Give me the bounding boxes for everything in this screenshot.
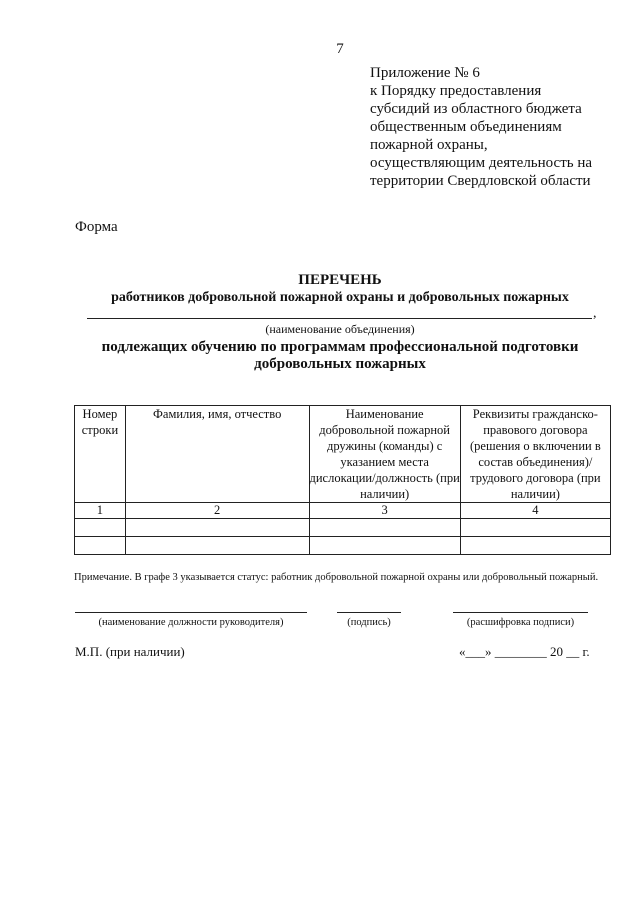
appendix-line: субсидий из областного бюджета: [370, 101, 582, 117]
stamp-place: М.П. (при наличии): [75, 644, 185, 659]
workers-table: [74, 405, 611, 555]
table-cell[interactable]: [460, 537, 610, 555]
appendix-line: осуществляющим деятельность на: [370, 155, 593, 171]
column-number-row: [75, 503, 611, 519]
signature-caption: (подпись): [347, 617, 391, 628]
table-cell[interactable]: [309, 519, 460, 537]
appendix-line: к Порядку предоставления: [370, 83, 542, 99]
table-header-row: [75, 406, 611, 503]
document-subtitle-training: подлежащих обучению по программам профессиональной подготовки добровольных пожарных: [101, 339, 579, 372]
document-subtitle: работников добровольной пожарной охраны и добровольных пожарных: [111, 290, 569, 305]
organization-caption: (наименование объединения): [265, 322, 415, 336]
table-cell[interactable]: [125, 519, 309, 537]
column-number: 4: [460, 503, 610, 519]
column-number: 1: [75, 503, 126, 519]
signature-line[interactable]: [337, 612, 401, 613]
table-row: [75, 537, 611, 555]
table-cell[interactable]: [75, 519, 126, 537]
document-title: ПЕРЕЧЕНЬ: [298, 272, 382, 288]
table-cell[interactable]: [309, 537, 460, 555]
date-line: «___» ________ 20 __ г.: [459, 644, 590, 659]
header-row-number: Номер строки: [75, 406, 126, 503]
organization-line-comma: ,: [593, 306, 597, 321]
column-number: 3: [309, 503, 460, 519]
form-label: Форма: [75, 219, 118, 235]
header-team-location: Наименование добровольной пожарной дружины (команды) с указанием места дислокации/должность (при наличии): [309, 407, 460, 501]
table-note: Примечание. В графе 3 указывается статус: работник добровольной пожарной охраны или добровольный пожарный.: [74, 572, 599, 583]
appendix-line: территории Свердловской области: [370, 173, 591, 189]
organization-name-line: [87, 318, 592, 319]
column-number: 2: [125, 503, 309, 519]
table-cell[interactable]: [460, 519, 610, 537]
table-row: [75, 519, 611, 537]
decoding-caption: (расшифровка подписи): [466, 617, 575, 628]
position-caption: (наименование должности руководителя): [98, 617, 284, 628]
table-cell[interactable]: [125, 537, 309, 555]
position-signature-line[interactable]: [75, 612, 307, 613]
appendix-line: пожарной охраны,: [370, 137, 488, 153]
appendix-line: общественным объединениям: [370, 119, 562, 135]
page-number: 7: [336, 41, 344, 57]
header-full-name: Фамилия, имя, отчество: [125, 406, 309, 503]
appendix-line: Приложение № 6: [370, 65, 480, 81]
table-cell[interactable]: [75, 537, 126, 555]
header-contract-details: Реквизиты гражданско-правового договора (решения о включении в состав объединения)/ трудового договора (при наличии): [460, 406, 610, 503]
signature-decoding-line[interactable]: [453, 612, 588, 613]
appendix-block: [370, 64, 620, 190]
